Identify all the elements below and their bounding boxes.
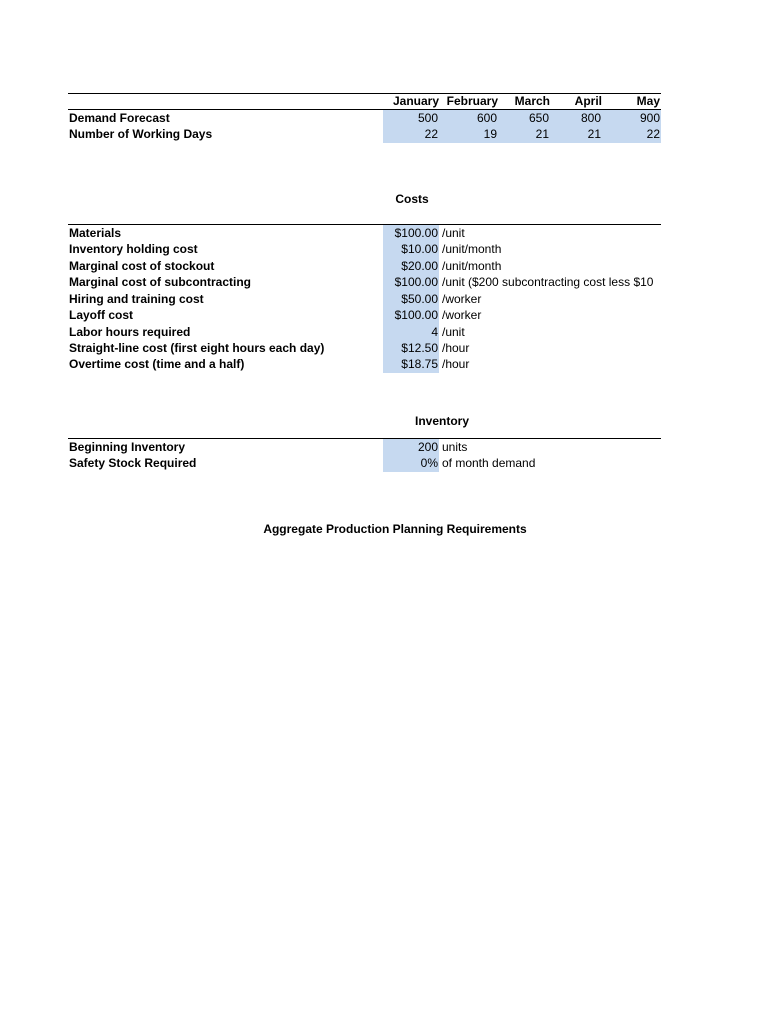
row-label: Beginning Inventory xyxy=(69,440,186,454)
row-label: Materials xyxy=(69,226,122,240)
row-label: Straight-line cost (first eight hours each day) xyxy=(69,341,325,355)
cost-unit: /unit xyxy=(442,325,465,339)
cost-unit: /unit/month xyxy=(442,259,502,273)
days-cell-january[interactable]: 22 xyxy=(424,127,438,141)
demand-cell-january[interactable]: 500 xyxy=(417,111,438,125)
cost-value[interactable]: $12.50 xyxy=(401,341,438,355)
cost-value[interactable]: $18.75 xyxy=(401,357,438,371)
inventory-value[interactable]: 0% xyxy=(420,456,438,470)
working-days-row xyxy=(0,126,768,142)
row-label: Overtime cost (time and a half) xyxy=(69,357,245,371)
days-cell-february[interactable]: 19 xyxy=(483,127,497,141)
row-label: Demand Forecast xyxy=(69,111,170,125)
inventory-title: Inventory xyxy=(414,414,469,428)
month-header-may: May xyxy=(636,94,660,108)
month-header-february: February xyxy=(446,94,498,108)
cost-row-subcontracting xyxy=(0,274,768,290)
row-label: Marginal cost of stockout xyxy=(69,259,215,273)
cost-unit: /unit/month xyxy=(442,242,502,256)
cost-row-straight-time xyxy=(0,340,768,356)
cost-row-stockout xyxy=(0,258,768,274)
inventory-row-safety-stock xyxy=(0,455,768,471)
inventory-row-beginning xyxy=(0,439,768,455)
cost-value[interactable]: $100.00 xyxy=(394,226,438,240)
demand-cell-april[interactable]: 800 xyxy=(580,111,601,125)
cost-value[interactable]: $20.00 xyxy=(401,259,438,273)
row-label: Labor hours required xyxy=(69,325,191,339)
cost-unit: /worker xyxy=(442,292,482,306)
cost-row-hiring xyxy=(0,291,768,307)
cost-row-materials xyxy=(0,225,768,241)
cost-value[interactable]: $100.00 xyxy=(394,275,438,289)
cost-unit: /unit ($200 subcontracting cost less $10 xyxy=(442,275,654,289)
cost-value[interactable]: $100.00 xyxy=(394,308,438,322)
days-cell-may[interactable]: 22 xyxy=(646,127,660,141)
cost-row-layoff xyxy=(0,307,768,323)
row-label: Hiring and training cost xyxy=(69,292,204,306)
cost-unit: /hour xyxy=(442,357,470,371)
demand-forecast-row xyxy=(0,110,768,126)
cost-row-holding xyxy=(0,241,768,257)
row-label: Safety Stock Required xyxy=(69,456,197,470)
requirements-title: Aggregate Production Planning Requirements xyxy=(263,522,527,536)
days-cell-april[interactable]: 21 xyxy=(587,127,601,141)
cost-unit: /unit xyxy=(442,226,465,240)
row-label: Layoff cost xyxy=(69,308,134,322)
inventory-value[interactable]: 200 xyxy=(417,440,438,454)
cost-unit: /hour xyxy=(442,341,470,355)
row-label: Number of Working Days xyxy=(69,127,213,141)
cost-value[interactable]: $10.00 xyxy=(401,242,438,256)
costs-title: Costs xyxy=(395,192,429,206)
days-cell-march[interactable]: 21 xyxy=(535,127,549,141)
demand-cell-march[interactable]: 650 xyxy=(528,111,549,125)
cost-value[interactable]: $50.00 xyxy=(401,292,438,306)
inventory-unit: of month demand xyxy=(442,456,536,470)
inventory-unit: units xyxy=(442,440,468,454)
month-header-march: March xyxy=(514,94,550,108)
demand-cell-february[interactable]: 600 xyxy=(476,111,497,125)
demand-table-top-rule xyxy=(68,93,661,94)
cost-unit: /worker xyxy=(442,308,482,322)
row-label: Inventory holding cost xyxy=(69,242,198,256)
month-header-january: January xyxy=(392,94,439,108)
cost-row-labor-hours xyxy=(0,324,768,340)
month-header-april: April xyxy=(574,94,602,108)
cost-row-overtime xyxy=(0,356,768,372)
cost-value[interactable]: 4 xyxy=(431,325,438,339)
row-label: Marginal cost of subcontracting xyxy=(69,275,252,289)
demand-cell-may[interactable]: 900 xyxy=(639,111,660,125)
